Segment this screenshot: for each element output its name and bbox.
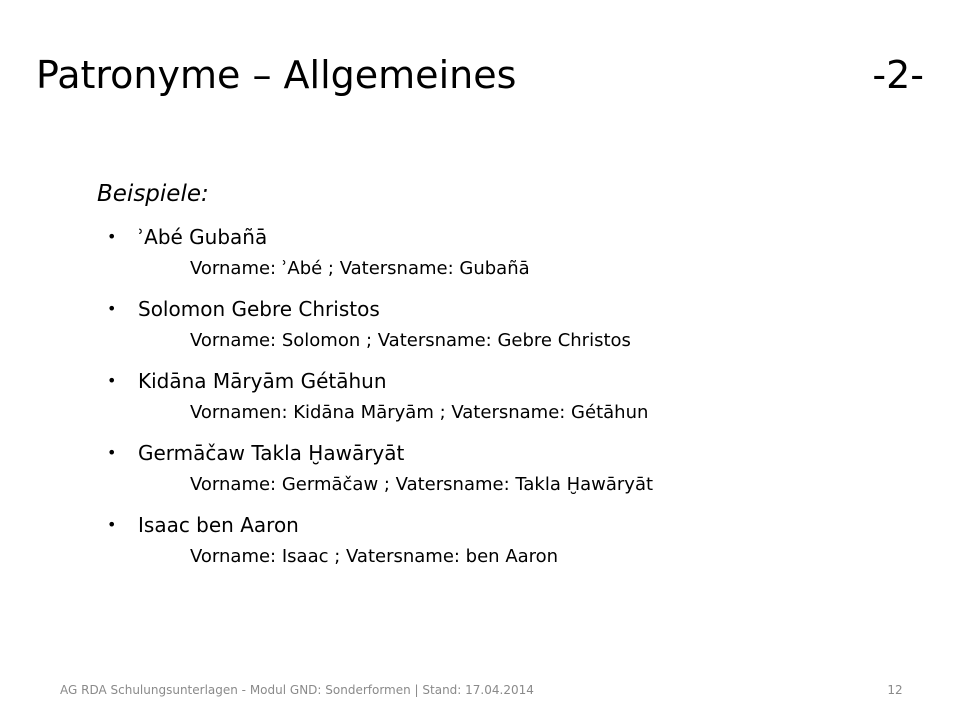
title-text: Patronyme – Allgemeines <box>36 53 517 97</box>
bullet-icon: • <box>107 227 117 246</box>
bullet-icon: • <box>107 443 117 462</box>
list-item <box>107 294 927 366</box>
example-detail: Vorname: Solomon ; Vatersname: Gebre Christos <box>190 330 631 351</box>
bullet-icon: • <box>107 371 117 390</box>
list-item <box>107 366 927 438</box>
list-item <box>107 510 927 582</box>
list-item <box>107 222 927 294</box>
bullet-icon: • <box>107 299 117 318</box>
page-number: 12 <box>887 683 903 697</box>
example-detail: Vornamen: Kidāna Māryām ; Vatersname: Gétāhun <box>190 402 649 423</box>
examples-list <box>107 222 927 582</box>
bullet-icon: • <box>107 515 117 534</box>
example-name: Kidāna Māryām Gétāhun <box>138 369 387 393</box>
example-name: Germāčaw Takla Ḫawāryāt <box>138 441 405 465</box>
example-detail: Vorname: Isaac ; Vatersname: ben Aaron <box>190 546 559 567</box>
example-name: Isaac ben Aaron <box>138 513 299 537</box>
example-detail: Vorname: Germāčaw ; Vatersname: Takla Ḫawāryāt <box>190 474 654 495</box>
examples-heading: Beispiele: <box>97 181 209 207</box>
list-item <box>107 438 927 510</box>
example-detail: Vorname: ʾAbé ; Vatersname: Gubañā <box>190 258 530 279</box>
footer-text: AG RDA Schulungsunterlagen - Modul GND: Sonderformen | Stand: 17.04.2014 <box>60 683 534 697</box>
example-name: Solomon Gebre Christos <box>138 297 380 321</box>
example-name: ʾAbé Gubañā <box>138 225 268 249</box>
title-number: -2- <box>872 53 924 97</box>
